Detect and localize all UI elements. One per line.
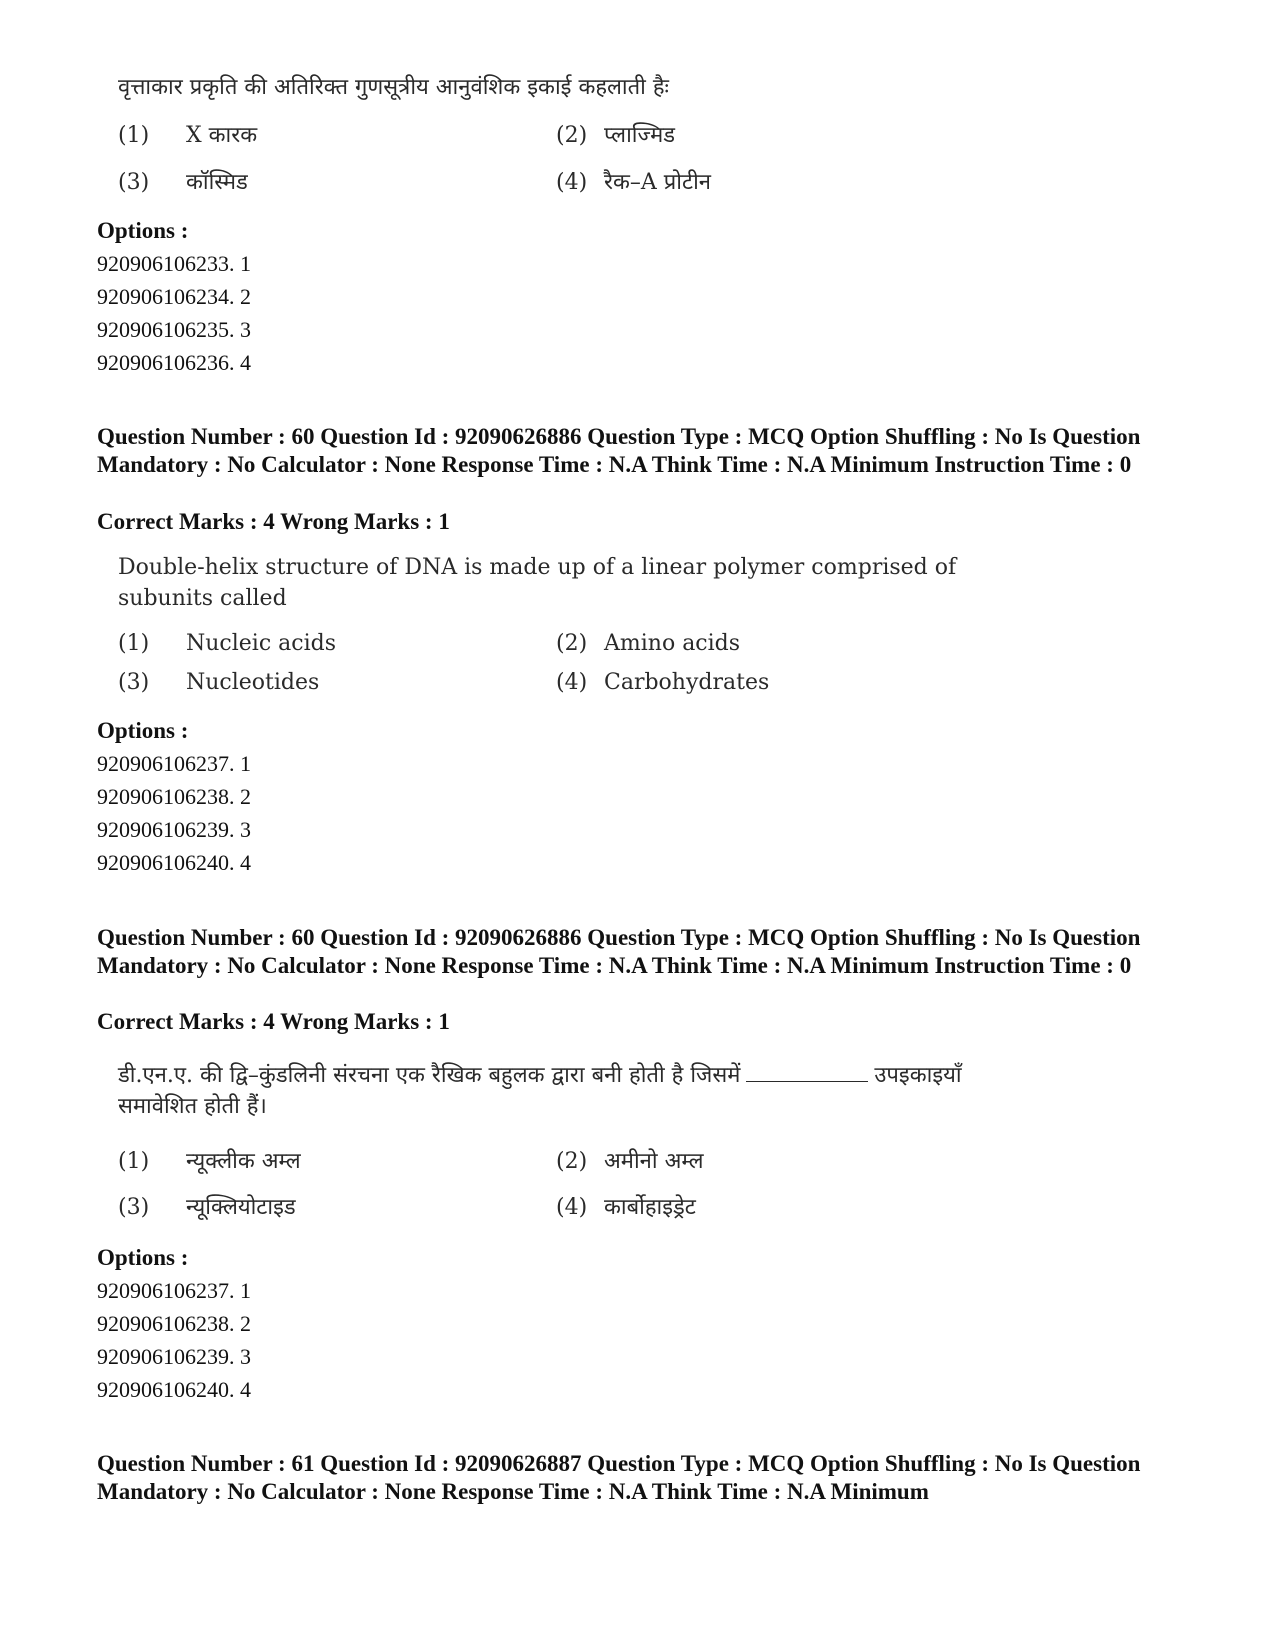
choice-number: (4) bbox=[556, 170, 588, 195]
option-id-line: 920906106237. 1 bbox=[97, 751, 251, 776]
choice-number: (1) bbox=[118, 631, 150, 656]
choice-text: Nucleotides bbox=[186, 670, 320, 695]
choice-number: (4) bbox=[556, 1195, 588, 1220]
option-id-line: 920906106240. 4 bbox=[97, 850, 251, 875]
answer-choice-4 bbox=[556, 166, 711, 196]
choice-number: (1) bbox=[118, 123, 150, 148]
answer-choice-4 bbox=[556, 1191, 696, 1221]
question-text: वृत्ताकार प्रकृति की अतिरिक्त गुणसूत्रीय आनुवंशिक इकाई कहलाती हैः bbox=[118, 75, 669, 100]
answer-choice-1 bbox=[118, 1145, 301, 1175]
answer-choice-4 bbox=[556, 670, 769, 695]
option-id-line: 920906106240. 4 bbox=[97, 1377, 251, 1402]
question-text-part2: उपइकाइयाँ समावेशित होती हैं। bbox=[118, 1063, 962, 1119]
choice-number: (3) bbox=[118, 670, 150, 695]
choice-text: कॉस्मिड bbox=[186, 170, 248, 195]
fill-in-blank bbox=[746, 1063, 868, 1082]
question-meta: Question Number : 60 Question Id : 92090626886 Question Type : MCQ Option Shuffling : No Is Question Mandatory : No Calculator : None Response Time : N.A Think Time : N.A Minimum Instruction Time : 0 bbox=[97, 925, 1141, 978]
choice-number: (2) bbox=[556, 123, 588, 148]
question-meta: Question Number : 60 Question Id : 92090626886 Question Type : MCQ Option Shuffling : No Is Question Mandatory : No Calculator : None Response Time : N.A Think Time : N.A Minimum Instruction Time : 0 bbox=[97, 424, 1141, 477]
options-heading: Options : bbox=[97, 218, 189, 243]
choice-text: न्यूक्लीक अम्ल bbox=[186, 1149, 301, 1174]
choice-text: Nucleic acids bbox=[186, 631, 336, 656]
choice-number: (1) bbox=[118, 1149, 150, 1174]
answer-choice-1 bbox=[118, 631, 336, 656]
option-id-line: 920906106238. 2 bbox=[97, 1311, 251, 1336]
option-id-line: 920906106237. 1 bbox=[97, 1278, 251, 1303]
choice-text: X कारक bbox=[186, 123, 258, 148]
option-id-line: 920906106234. 2 bbox=[97, 284, 251, 309]
option-id-line: 920906106236. 4 bbox=[97, 350, 251, 375]
choice-number: (2) bbox=[556, 1149, 588, 1174]
options-heading: Options : bbox=[97, 718, 189, 743]
answer-choice-3 bbox=[118, 1191, 296, 1221]
choice-number: (3) bbox=[118, 170, 150, 195]
choice-text: रैक–A प्रोटीन bbox=[604, 170, 711, 195]
question-meta: Question Number : 61 Question Id : 92090626887 Question Type : MCQ Option Shuffling : No Is Question Mandatory : No Calculator : None Response Time : N.A Think Time : N.A Minimum bbox=[97, 1451, 1141, 1504]
answer-choice-3 bbox=[118, 166, 248, 196]
question-text: Double-helix structure of DNA is made up of a linear polymer comprised of subunits called bbox=[118, 555, 957, 611]
choice-text: Amino acids bbox=[604, 631, 741, 656]
option-id-line: 920906106239. 3 bbox=[97, 817, 251, 842]
marks-line: Correct Marks : 4 Wrong Marks : 1 bbox=[97, 509, 450, 534]
choice-number: (4) bbox=[556, 670, 588, 695]
option-id-line: 920906106239. 3 bbox=[97, 1344, 251, 1369]
options-heading: Options : bbox=[97, 1245, 189, 1270]
answer-choice-2 bbox=[556, 119, 675, 149]
option-id-line: 920906106235. 3 bbox=[97, 317, 251, 342]
choice-number: (2) bbox=[556, 631, 588, 656]
option-id-line: 920906106238. 2 bbox=[97, 784, 251, 809]
question-text bbox=[118, 1060, 1038, 1122]
answer-choice-1 bbox=[118, 119, 257, 149]
choice-text: Carbohydrates bbox=[604, 670, 770, 695]
option-id-line: 920906106233. 1 bbox=[97, 251, 251, 276]
answer-choice-2 bbox=[556, 1145, 704, 1175]
answer-choice-2 bbox=[556, 631, 740, 656]
choice-text: कार्बोहाइड्रेट bbox=[604, 1195, 696, 1220]
choice-text: अमीनो अम्ल bbox=[604, 1149, 704, 1174]
choice-text: प्लाज्मिड bbox=[604, 123, 675, 148]
question-text-part1: डी.एन.ए. की द्वि–कुंडलिनी संरचना एक रैखिक बहुलक द्वारा बनी होती है जिसमें bbox=[118, 1063, 741, 1088]
answer-choice-3 bbox=[118, 670, 319, 695]
choice-text: न्यूक्लियोटाइड bbox=[186, 1195, 296, 1220]
choice-number: (3) bbox=[118, 1195, 150, 1220]
marks-line: Correct Marks : 4 Wrong Marks : 1 bbox=[97, 1009, 450, 1034]
